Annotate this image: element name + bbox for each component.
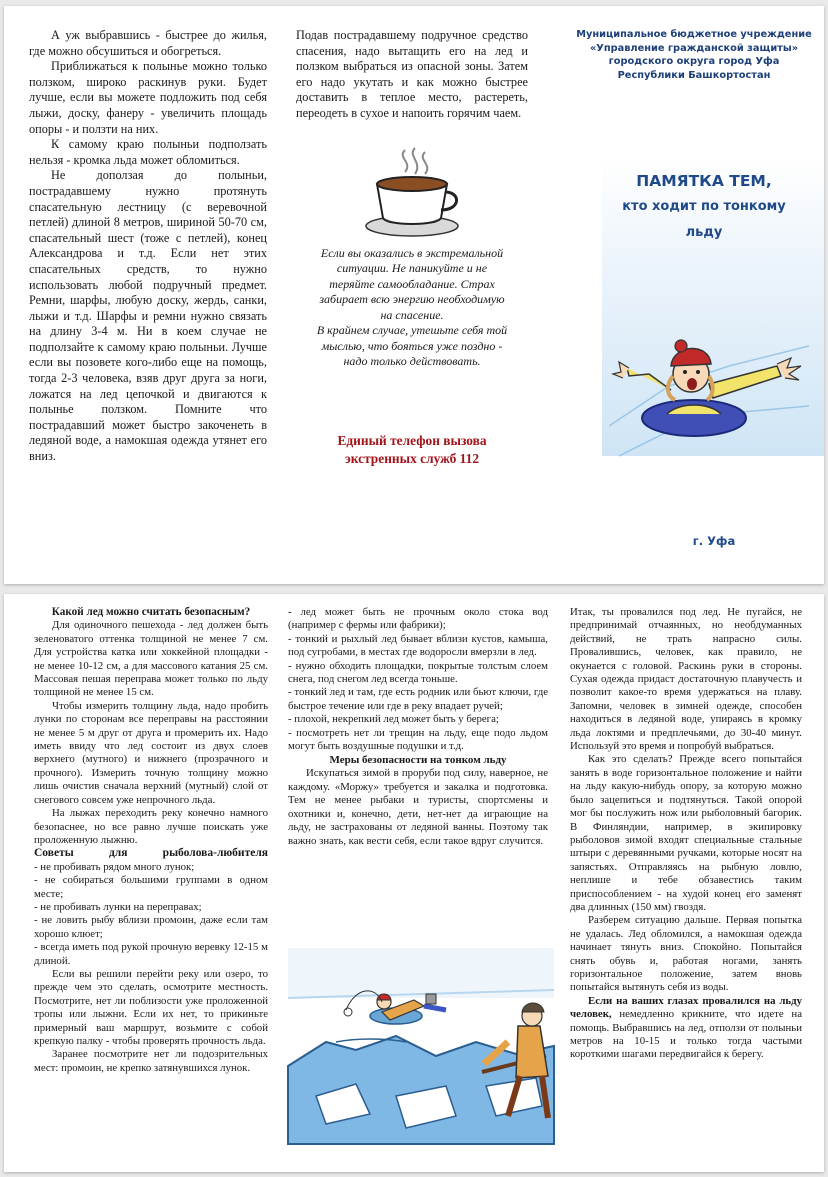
section-heading: Меры безопасности на тонком льду [329,754,507,767]
list-item: - не пробивать рядом много лунок; [34,860,195,873]
top-column-1 [29,28,267,465]
list-item: - лед может быть не прочным около стока вод (например с фермы или фабрики); [288,606,548,632]
list-item: - не ловить рыбу вблизи промоин, даже если там хорошо клюет; [34,914,268,940]
bottom-column-3 [570,606,802,1062]
person-in-ice-hole-illustration [609,306,809,466]
note-line: забирает всю энергию необходимую [319,292,505,307]
emergency-phone [296,432,528,468]
org-line: городского округа город Уфа [608,56,780,67]
paragraph: Чтобы измерить толщину льда, надо пробить лунки по сторонам все переправы на расстоянии не менее 5 м друг от друга и промерить их. Надо иметь ввиду что лед состоит из двух слоев верхнего (мутного) и нижнего (прозрачного и прочного). Измерить точную толщину можно лишь очистив сначала верхний (мутный) слой от снегового совсем уже непрочного льда. [34,699,268,806]
organization-name [574,28,814,82]
paragraph: К самому краю полыньи подползать нельзя - кромка льда может обломиться. [29,137,267,167]
list-item: - не пробивать лунки на переправах; [34,900,202,913]
list-item: - нужно обходить площадки, покрытые толстым слоем снега, под снегом лед всегда тоньше. [288,659,548,686]
phone-line: экстренных служб 112 [344,450,480,466]
paragraph: Если вы решили перейти реку или озеро, то прежде чем это сделать, осмотрите местность. Посмотрите, нет ли поблизости уже проложенной тропы или лыжни. Если их нет, то прикиньте примерный ваш маршрут, возьмите с собой крепкую палку - чтобы проверять прочность льда. [34,967,268,1047]
warning-note [296,246,528,370]
city-label: г. Уфа [692,534,736,548]
paragraph: Заранее посмотрите нет ли подозрительных мест: промоин, не крепко затянувшихся лунок. [34,1048,268,1074]
brochure-inner-side [4,594,824,1172]
note-line: теряйте самообладание. Страх [329,276,495,291]
cover-subtitle: кто ходит по тонкому [622,199,786,214]
section-heading: Советы для рыболова-любителя [34,847,268,860]
paragraph: Разберем ситуацию дальше. Первая попытка не удалась. Лед обломился, а намокшая одежда начинает тянуть вниз. Спокойно. Попытайся снять обувь и, работая ногами, занять горизонтальное положение, затем вновь попытайся вытянуть себя из воды. [570,914,802,994]
ice-rescue-illustration [286,946,556,1146]
paragraph-rest: немедленно крикните, что идете на помощь. Выбравшись на лед, отползи от полыньи метров на 10-15 и только тогда частыми короткими шагами передвигайся к берегу. [570,1008,802,1061]
paragraph: Как это сделать? Прежде всего попытайся занять в воде горизонтальное положение и найти на льду какую-нибудь опору, за которую можно было зацепиться и подтянуться. Такой опорой мог бы послужить нож или рыболовный багорик. В Финляндии, например, в экипировку рыболовов зимой входят специальные стальные штыри с деревянными ручками, которые носят на запястьях. Отправляясь на рыбную ловлю, неплише и тебе обзавестись таким приспособлением - на худой конец его заменят два длинных (150 мм) гвоздя. [570,753,802,913]
list-item: - всегда иметь под рукой прочную веревку 12-15 м длиной. [34,941,268,967]
list-item: - посмотреть нет ли трещин на льду, еще подо льдом могут быть воздушные подушки и т.д. [288,726,548,753]
note-line: на спасение. [380,307,444,322]
paragraph: Приближаться к полынье можно только ползком, широко раскинув руки. Будет лучше, если вы можете подложить под себя лыжи, доску, фанеру - увеличить площадь опоры - и ползти на них. [29,59,267,136]
cover-panel [564,6,824,584]
phone-line: Единый телефон вызова [337,432,487,448]
bold-lead-text: Если на ваших глазах провалился на льду человек, [570,994,802,1021]
org-line: Республики Башкортостан [617,69,771,81]
note-line: мыслью, что бояться уже поздно - [321,338,503,353]
list-item: - не собираться большими группами в одном месте; [34,874,268,900]
note-line: ситуации. Не паникуйте и не [336,261,488,276]
bottom-column-1 [34,606,268,1075]
list-item: - плохой, некрепкий лед может быть у берега; [288,713,499,726]
danger-list [288,606,548,753]
list-item: - тонкий лед и там, где есть родник или бьют ключи, где быстрое течение или где в реку впадает ручей; [288,686,548,712]
paragraph: А уж выбравшись - быстрее до жилья, где можно обсушиться и обогреться. [29,28,267,58]
paragraph: Не доползая до полыньи, пострадавшему нужно протянуть спасательную лестницу (с веревочной петлей) длиной 8 метров, шириной 50-70 см, спасательный шест (тоже с петлей), конец Александрова и т.д. Если нет этих спасательных средств, то нужно использовать любой подручный предмет. Ремни, шарфы, любую доску, жердь, санки, лыжи и т.д. Шарфы и ремни нужно связать на длину 3-4 м. Ни в коем случае не подползайте к самому краю полыньи. Лучше если вы позовете кого-либо еще на помощь, тогда 2-3 человека, взяв друг друга за ноги, ложатся на лед цепочкой и двигаются к полынье ползком. Помните что пострадавший может быстро закоченеть в ледяной воде, а намокшая одежда утянет его вниз. [29,168,267,464]
paragraph: Итак, ты провалился под лед. Не пугайся, не предпринимай отчаянных, но необдуманных действий, не трать напрасно силы. Провалившись, человек, как правило, не окунается с головой. Раскинь руки в стороны. Сухая одежда придаст достаточную плавучесть и позволит какое-то время удержаться на плаву. Запомни, человек в зимней одежде, способен находиться в ледяной воде, упираясь в кромку льда локтями и предплечьями, до 30-40 минут. Используй это время и попробуй выбраться. [570,606,802,753]
note-line: В крайнем случае, утешьте себя той [316,323,508,338]
paragraph: Подав пострадавшему подручное средство спасения, надо вытащить его на лед и ползком выбраться из опасной зоны. Затем его надо укутать и как можно быстрее доставить в теплое место, растереть, переодеть в сухое и напоить горячим чаем. [296,28,528,120]
list-item: - тонкий и рыхлый лед бывает вблизи кустов, камыша, под сугробами, в местах где водоросли вмерзли в лед. [288,632,548,659]
brochure-outer-side [4,6,824,584]
cover-title: ПАМЯТКА ТЕМ, [636,172,772,190]
org-line: Муниципальное бюджетное учреждение [576,29,812,40]
paragraph: На лыжах переходить реку конечно намного безопаснее, но все равно лучше поискать уже проложенную лыжню. [34,807,268,846]
coffee-cup-icon [357,144,467,240]
tips-list [34,861,268,968]
org-line: «Управление гражданской защиты» [589,42,799,54]
note-line: надо только действовать. [343,354,481,369]
top-column-2 [296,28,528,468]
cover-subtitle: льду [685,225,723,240]
paragraph [570,995,802,1062]
bottom-column-2 [288,606,548,848]
note-line: Если вы оказались в экстремальной [320,245,504,260]
paragraph: Для одиночного пешехода - лед должен быть зеленоватого оттенка толщиной не менее 7 см. Для устройства катка или хоккейной площадки - не менее 10-12 см, а для массового катания 25 см. Массовая пешая переправа может только по льду толщиной не менее 15 см. [34,619,268,699]
paragraph: Искупаться зимой в проруби под силу, наверное, не каждому. «Моржу» требуется и закалка и подготовка. Тем не менее рыбаки и туристы, спортсмены и охотники и, конечно, дети, нет-нет да играющие на льду, не застрахованы от ледяной ванны. Поэтому так важно знать, как вести себя, если такое вдруг случится. [288,767,548,847]
section-heading: Какой лед можно считать безопасным? [51,606,251,618]
